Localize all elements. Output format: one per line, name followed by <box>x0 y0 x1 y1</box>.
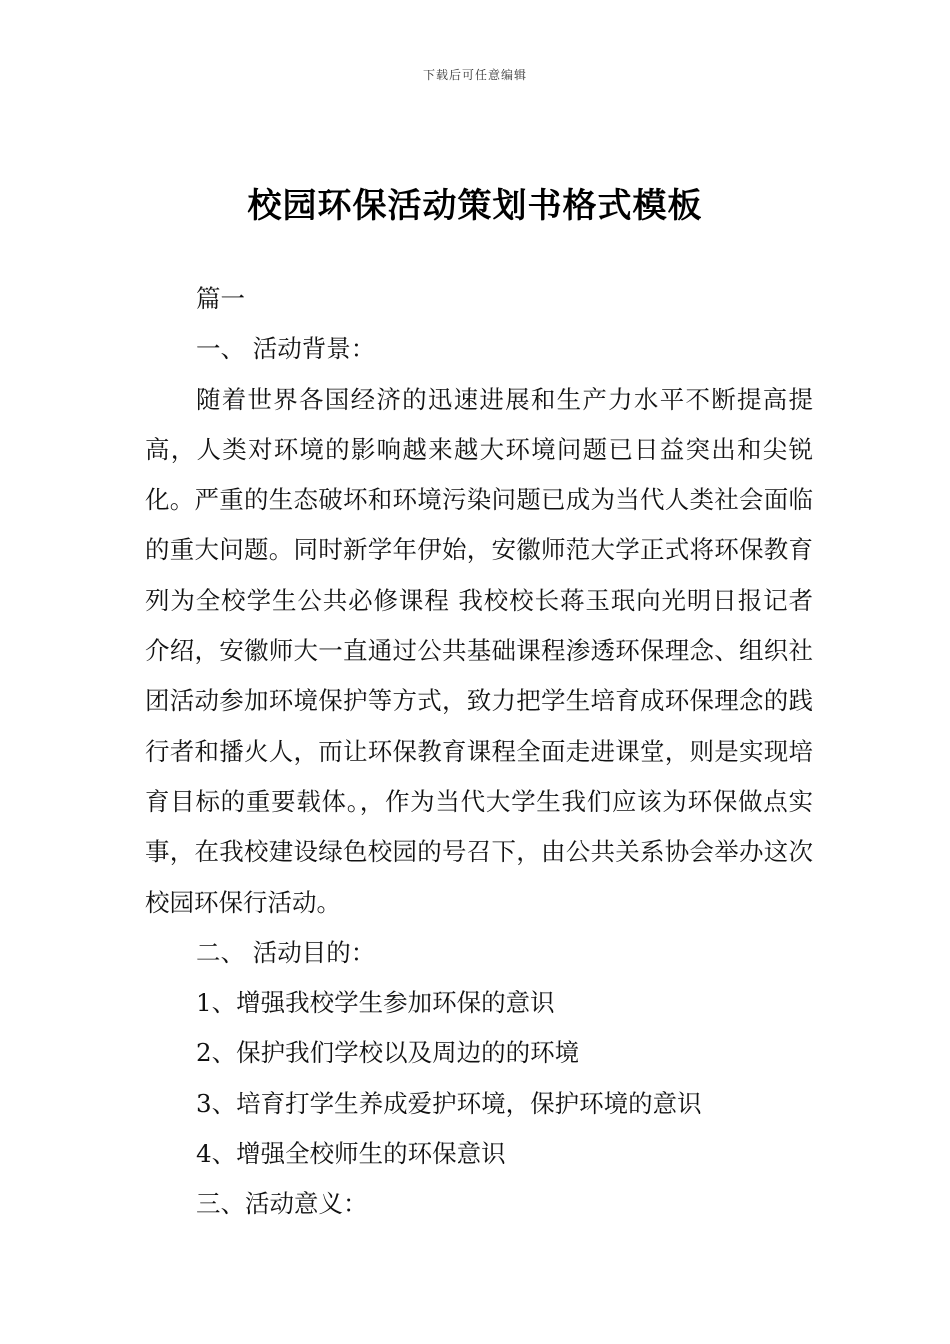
section-heading-background: 一、 活动背景： <box>196 334 376 364</box>
section-heading-significance: 三、活动意义： <box>196 1189 368 1219</box>
goal-item: 3、培育打学生养成爱护环境，保护环境的意识 <box>196 1088 702 1118</box>
part-label: 篇一 <box>196 284 245 313</box>
background-paragraph: 随着世界各国经济的迅速进展和生产力水平不断提高提高，人类对环境的影响越来越大环境问题已日益突出和尖锐化。严重的生态破坏和环境污染问题已成为当代人类社会面临的重大问题。同时新学年伊始，安徽师范大学正式将环保教育列为全校学生公共必修课程 我校校长蒋玉珉向光明日报记者介绍，安徽师大一直通过公共基础课程渗透环保理念、组织社团活动参加环境保护等方式，致力把学生培育成环保理念的践行者和播火人，而让环保教育课程全面走进课堂，则是实现培育目标的重要载体。，作为当代大学生我们应该为环保做点实事，在我校建设绿色校园的号召下，由公共关系协会举办这次校园环保行活动。 <box>145 384 813 917</box>
goal-item: 2、保护我们学校以及周边的的环境 <box>196 1038 580 1068</box>
section-heading-goals: 二、 活动目的： <box>196 937 376 967</box>
goal-item: 4、增强全校师生的环保意识 <box>196 1139 506 1169</box>
document-body <box>145 274 813 1230</box>
goal-item: 1、增强我校学生参加环保的意识 <box>196 988 555 1018</box>
document-title: 校园环保活动策划书格式模板 <box>247 186 703 226</box>
header-note: 下载后可任意编辑 <box>422 68 527 82</box>
